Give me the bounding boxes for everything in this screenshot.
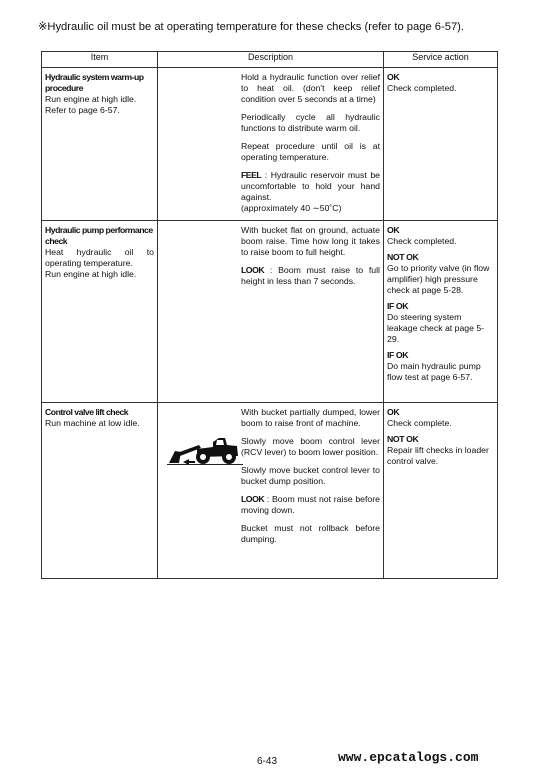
description-cell <box>158 68 384 221</box>
action-label: NOT OK <box>387 434 419 444</box>
look-paragraph <box>241 265 380 287</box>
action-block <box>387 350 494 383</box>
header-item: Item <box>42 52 158 68</box>
table-row <box>42 403 498 579</box>
table-row <box>42 221 498 403</box>
description-paragraph: With bucket partially dumped, lower boom to raise front of machine. <box>241 407 380 428</box>
item-title: Hydraulic pump performance check <box>45 225 153 246</box>
feel-paragraph <box>241 170 380 214</box>
description-cell <box>158 403 384 579</box>
item-cell <box>42 68 158 221</box>
action-text: Do main hydraulic pump flow test at page 6-57. <box>387 361 481 382</box>
action-label: IF OK <box>387 301 409 311</box>
description-paragraph: With bucket flat on ground, actuate boom raise. Time how long it takes to raise boom to full height. <box>241 225 380 257</box>
description-paragraph: Periodically cycle all hydraulic functions to distribute warm oil. <box>241 112 380 133</box>
action-label: OK <box>387 72 400 82</box>
action-text: Check completed. <box>387 236 457 246</box>
item-line: Heat hydraulic oil to operating temperature. <box>45 247 154 268</box>
description-paragraph: Slowly move bucket control lever to bucket dump position. <box>241 465 380 486</box>
action-label: NOT OK <box>387 252 419 262</box>
action-label: OK <box>387 225 400 235</box>
feel-label: FEEL <box>241 170 262 180</box>
item-title: Hydraulic system warm-up procedure <box>45 72 144 93</box>
item-line: Refer to page 6-57. <box>45 105 120 115</box>
description-paragraph: Repeat procedure until oil is at operating temperature. <box>241 141 380 162</box>
temperature-range: (approximately 40 ∼50˚C) <box>241 203 342 213</box>
look-label: LOOK <box>241 265 265 275</box>
description-paragraph: Slowly move boom control lever (RCV lever) to boom lower position. <box>241 436 380 457</box>
service-action-cell <box>384 221 498 403</box>
item-cell <box>42 221 158 403</box>
service-action-cell <box>384 68 498 221</box>
wheel-loader-illustration-icon <box>167 435 243 465</box>
action-text: Do steering system leakage check at page 5-29. <box>387 312 485 344</box>
feel-text: : Hydraulic reservoir must be uncomfortable to hold your hand against. <box>241 170 380 202</box>
look-text: : Boom must not raise before moving down. <box>241 494 380 515</box>
item-cell <box>42 403 158 579</box>
action-block <box>387 301 494 345</box>
look-text: : Boom must raise to full height in less than 7 seconds. <box>241 265 380 286</box>
description-paragraph: Bucket must not rollback before dumping. <box>241 523 380 544</box>
hydraulic-check-table <box>41 51 498 579</box>
page-number: 6-43 <box>257 756 278 767</box>
action-block <box>387 407 494 429</box>
header-description: Description <box>158 52 384 68</box>
action-text: Check completed. <box>387 83 457 93</box>
table-header-row <box>42 52 498 68</box>
action-text: Repair lift checks in loader control valve. <box>387 445 489 466</box>
watermark-link[interactable]: www.epcatalogs.com <box>338 750 479 765</box>
service-action-cell <box>384 403 498 579</box>
table-row <box>42 68 498 221</box>
look-paragraph <box>241 494 380 516</box>
description-cell <box>158 221 384 403</box>
item-title: Control valve lift check <box>45 407 129 417</box>
look-label: LOOK <box>241 494 265 504</box>
action-block <box>387 225 494 247</box>
item-line: Run engine at high idle. <box>45 269 137 279</box>
action-text: Check complete. <box>387 418 452 428</box>
header-service-action: Service action <box>384 52 498 68</box>
item-line: Run machine at low idle. <box>45 418 140 428</box>
action-block <box>387 72 494 94</box>
action-block <box>387 252 494 296</box>
action-label: IF OK <box>387 350 409 360</box>
item-line: Run engine at high idle. <box>45 94 137 104</box>
temperature-note: ※Hydraulic oil must be at operating temperature for these checks (refer to page 6-57). <box>38 21 465 33</box>
action-text: Go to priority valve (in flow amplifier) high pressure check at page 5-28. <box>387 263 490 295</box>
action-block <box>387 434 494 467</box>
description-paragraph: Hold a hydraulic function over relief to heat oil. (don't keep relief condition over 5 seconds at a time) <box>241 72 380 104</box>
action-label: OK <box>387 407 400 417</box>
